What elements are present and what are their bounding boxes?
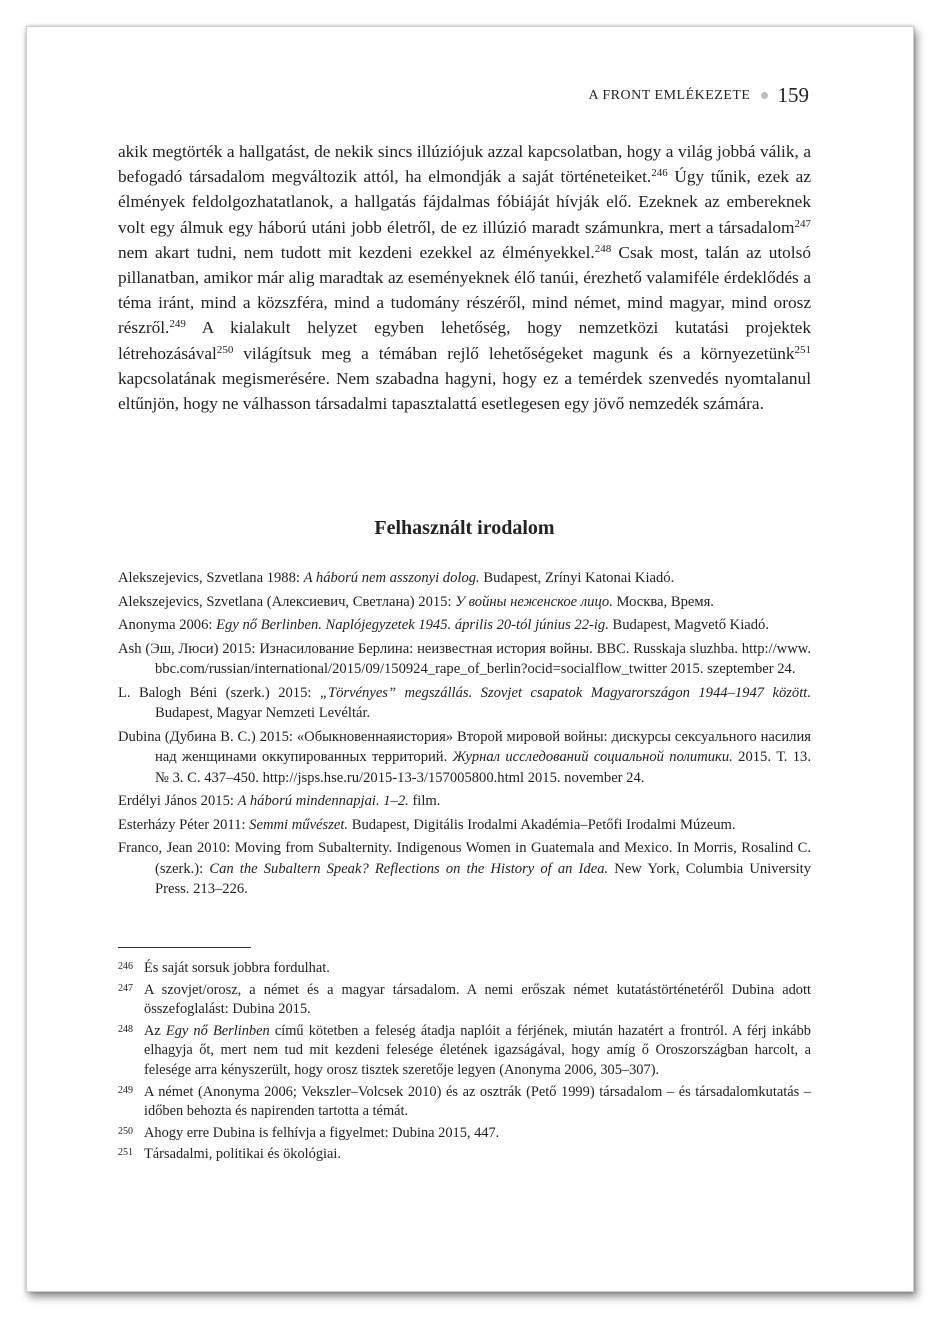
ref-text: Alekszejevics, Szvetlana 1988: xyxy=(118,570,304,586)
ref-title: A háború mindennapjai. 1–2. xyxy=(237,793,409,809)
ref-text: 2015. Т. 13. № 3. С. 437–450. http://jsps.hse.ru/2015-13-3/157005800.html 2015. november 24. xyxy=(155,749,811,786)
reference-entry xyxy=(118,727,811,789)
ref-text: Anonyma 2006: xyxy=(118,617,217,633)
ref-text: Esterházy Péter 2011: xyxy=(118,816,250,833)
reference-entry xyxy=(118,815,811,836)
footnote-mark: 249 xyxy=(169,318,186,331)
ref-text: film. xyxy=(408,793,441,809)
ref-title: Egy nő Berlinben. Naplójegyzetek 1945. április 20-tól június 22-ig. xyxy=(216,617,609,633)
footnote-mark: 250 xyxy=(216,343,234,356)
footnote-mark: 248 xyxy=(594,242,612,255)
footnote-number: 247 xyxy=(118,982,133,994)
ref-title: Semmi művészet. xyxy=(249,816,349,833)
footnote xyxy=(118,1083,811,1122)
footnote xyxy=(118,959,811,979)
section-heading: Felhasznált irodalom xyxy=(374,517,555,539)
footnote-mark: 251 xyxy=(794,343,811,356)
reference-entry xyxy=(118,639,811,680)
footnote xyxy=(118,1145,811,1165)
ref-title: Журнал исследований социальной политики. xyxy=(452,749,733,765)
ref-text: Erdélyi János 2015: xyxy=(118,793,238,809)
running-header xyxy=(589,83,809,108)
body-segment: nem akart tudni, nem tudott mit kezdeni ezekkel az élményekkel. xyxy=(118,242,595,262)
body-segment: Úgy tűnik, ezek az élmények feldolgozhatatlanok, a hallgatás fájdalmas fóbiáját hívják elő. Ezeknek az embereknek volt egy álmuk egy háború utáni jobb életről, de ez illúzió maradt számunkra, mert a társadalom xyxy=(118,167,811,237)
footnote-text: Ahogy erre Dubina is felhívja a figyelmet: Dubina 2015, 447. xyxy=(144,1124,500,1141)
footnote-mark: 247 xyxy=(794,217,811,230)
ref-text: L. Balogh Béni (szerk.) 2015: xyxy=(118,684,320,701)
body-segment: Csak most, talán az utolsó pillanatban, amikor már alig maradtak az eseményeknek élő tanúi, érezhető valamiféle érdeklődés a téma iránt, mind a közszféra, mind a tudomány részéről, mind német, mind magyar, mind orosz részről. xyxy=(118,242,811,338)
ref-text: Budapest, Magyar Nemzeti Levéltár. xyxy=(155,705,371,721)
ref-title: У войны неженское лицо. xyxy=(455,593,613,610)
ref-title: Can the Subaltern Speak? Reflections on the History of an Idea. xyxy=(209,860,609,877)
footnote-number: 250 xyxy=(118,1125,133,1137)
reference-entry xyxy=(118,791,811,812)
reference-entry xyxy=(118,615,811,636)
reference-entry xyxy=(118,683,811,724)
footnote xyxy=(118,1022,811,1081)
footnote-number: 246 xyxy=(118,961,133,972)
footnote-text: És saját sorsuk jobbra fordulhat. xyxy=(144,960,330,976)
footnote-mark: 246 xyxy=(651,167,668,180)
ref-title: A háború nem asszonyi dolog. xyxy=(303,570,480,586)
body-segment: kapcsolatának megismerésére. Nem szabadna hagyni, hogy ez a temérdek szenvedés nyomtalanul eltűnjön, hogy ne válhasson társadalmi tapasztalattá esetlegesen egy jövő nemzedék számára. xyxy=(118,368,811,414)
footnote-number: 251 xyxy=(118,1147,133,1159)
ref-text: New York, Columbia University Press. 213–226. xyxy=(155,860,811,897)
ref-text: Dubina (Дубина В. С.) 2015: «Обыкновеннаяистория» Второй мировой войны: дискурсы сексуального насилия над женщинами оккупированных территорий. xyxy=(118,728,811,765)
footnote-text: Társadalmi, politikai és ökológiai. xyxy=(144,1146,342,1163)
page-number: 159 xyxy=(777,83,809,107)
ref-title: „Törvényes” megszállás. Szovjet csapatok Magyarországon 1944–1947 között. xyxy=(319,684,811,701)
footnote-text: A német (Anonyma 2006; Vekszler–Volcsek 2010) és az osztrák (Pető 1999) társadalom – és társadalomkutatás – időben behozta és napirenden tartotta a témát. xyxy=(144,1083,811,1120)
bullet-separator xyxy=(761,92,768,99)
footnote-text: A szovjet/orosz, a német és a magyar társadalom. A nemi erőszak német kutatástörténetéről Dubina adott összefoglalást: Dubina 2015. xyxy=(144,981,811,1018)
reference-entry xyxy=(118,838,811,900)
footnote xyxy=(118,1124,811,1144)
body-segment: akik megtörték a hallgatást, de nekik sincs illúziójuk azzal kapcsolatban, hogy a világ jobbá válik, a befogadó társadalom megváltozik attól, ha elmondják a saját történeteiket. xyxy=(118,142,811,187)
ref-text: Ash (Эш, Люси) 2015: Изнасилование Берлина: неизвестная история войны. BBC. Russkaja sluzhba. http://www.bbc.com/russian/international/2015/09/150924_rape_of_berlin?ocid=socialflow_twitter 2015. szeptember 24. xyxy=(118,640,811,677)
footnote-number: 249 xyxy=(118,1084,133,1096)
ref-text: Budapest, Zrínyi Katonai Kiadó. xyxy=(479,570,675,586)
footnote xyxy=(118,981,811,1020)
running-title: A FRONT EMLÉKEZETE xyxy=(588,87,751,103)
reference-entry xyxy=(118,592,811,613)
footnote-rule xyxy=(118,947,251,948)
book-page xyxy=(26,26,914,1292)
footnotes xyxy=(118,959,811,1167)
ref-text: Москва, Время. xyxy=(612,593,714,610)
footnote-number: 248 xyxy=(118,1023,133,1035)
ref-text: Franco, Jean 2010: Moving from Subalternity. Indigenous Women in Guatemala and Mexico. In Morris, Rosalind C. (szerk.): xyxy=(118,840,811,877)
body-paragraph xyxy=(118,139,811,416)
body-text xyxy=(118,139,811,416)
body-segment: A kialakult helyzet egyben lehetőség, hogy nemzetközi kutatási projektek létrehozásával xyxy=(118,318,811,363)
ref-text: Budapest, Magvető Kiadó. xyxy=(608,617,769,633)
ref-text: Budapest, Digitális Irodalmi Akadémia–Petőfi Irodalmi Múzeum. xyxy=(348,816,736,833)
ref-text: Alekszejevics, Szvetlana (Алексиевич, Светлана) 2015: xyxy=(118,593,456,610)
reference-list xyxy=(118,568,811,903)
reference-entry xyxy=(118,568,811,589)
footnote-text: Az Egy nő Berlinben című kötetben a feleség átadja naplóit a férjének, miután hazatért a frontról. A férj inkább elhagyja őt, mert nem tud mit kezdeni felesége életének igazságával, hogy amíg ő Oroszországban harcolt, a felesége arra kényszerült, hogy orosz tisztek szeretője legyen (Anonyma 2006, 305–307). xyxy=(144,1022,811,1078)
body-segment: világítsuk meg a témában rejlő lehetőségeket magunk és a környezetünk xyxy=(233,343,795,363)
